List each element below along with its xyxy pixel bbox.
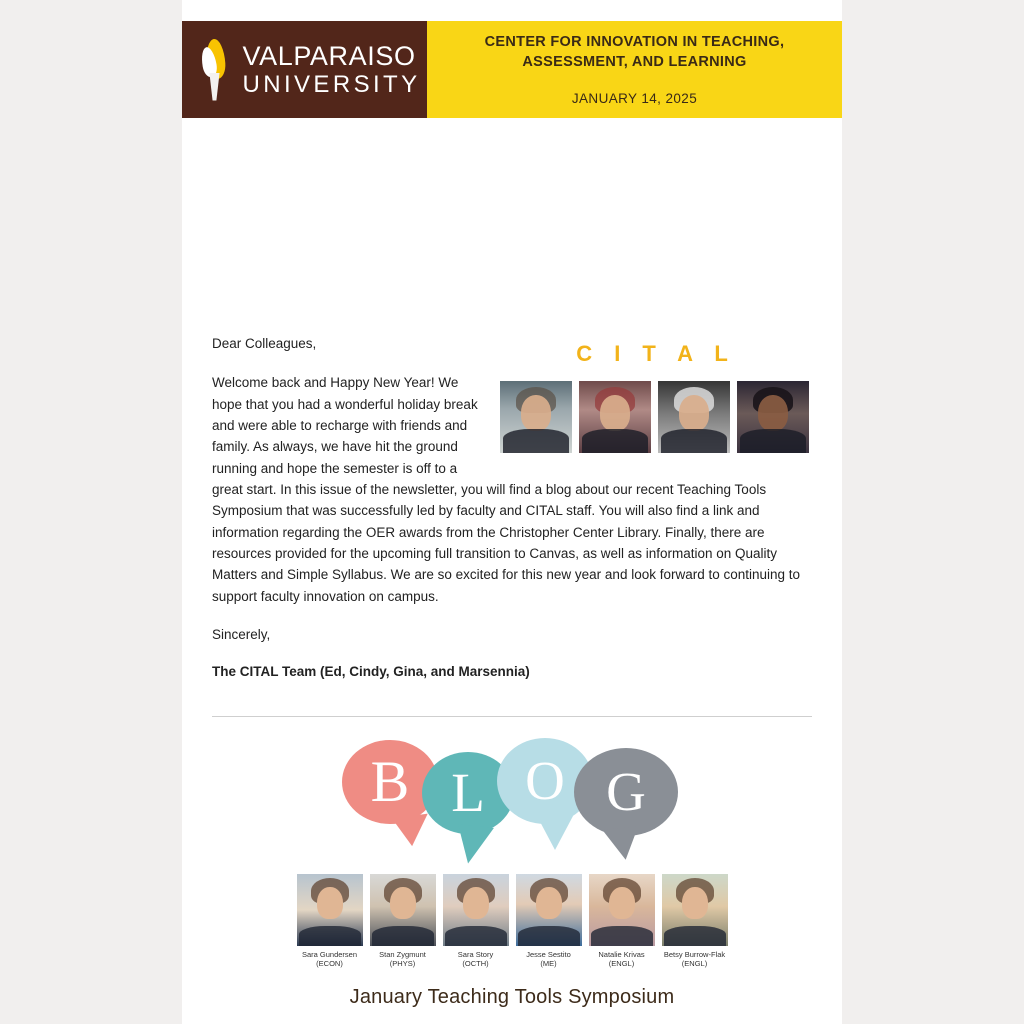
cital-figure	[500, 337, 812, 453]
cital-staff-photo-3	[658, 381, 730, 453]
presenter-photo-5	[589, 874, 655, 946]
presenter-dept-6: (ENGL)	[681, 958, 708, 968]
presenter-item	[370, 874, 436, 969]
banner-title: CENTER FOR INNOVATION IN TEACHING, ASSESSMENT, AND LEARNING	[484, 34, 785, 70]
presenter-photo-1	[297, 874, 363, 946]
section-divider	[212, 716, 812, 717]
presenter-name-4: Jesse Sestito	[526, 949, 571, 959]
blog-graphic	[342, 738, 682, 856]
presenter-photo-2	[370, 874, 436, 946]
presenter-item	[297, 874, 363, 969]
newsletter-header	[182, 21, 842, 118]
presenter-photo-4	[516, 874, 582, 946]
letter-signature: The CITAL Team (Ed, Cindy, Gina, and Marsennia)	[212, 664, 530, 680]
letter-section	[212, 333, 812, 683]
blog-letter-o: O	[525, 750, 565, 812]
presenter-name-5: Natalie Krivas	[598, 949, 645, 959]
symposium-title: January Teaching Tools Symposium	[349, 986, 675, 1009]
presenter-item	[443, 874, 509, 969]
presenter-name-3: Sara Story	[457, 949, 494, 959]
presenter-dept-5: (ENGL)	[608, 958, 635, 968]
presenter-name-2: Stan Zygmunt	[379, 949, 426, 959]
presenter-dept-4: (ME)	[540, 958, 557, 968]
header-spacer	[212, 118, 812, 333]
newsletter-body	[182, 0, 842, 1024]
logo-text-line1: VALPARAISO	[242, 40, 416, 71]
presenter-item	[662, 874, 728, 969]
presenter-photo-3	[443, 874, 509, 946]
cital-staff-photo-1	[500, 381, 572, 453]
presenter-name-1: Sara Gundersen	[301, 949, 358, 959]
presenter-name-6: Betsy Burrow-Flak	[663, 949, 726, 959]
cital-wordmark: C I T A L	[576, 341, 736, 366]
university-logo	[182, 21, 427, 118]
presenter-dept-3: (OCTH)	[462, 958, 489, 968]
blog-letter-l: L	[451, 762, 485, 824]
banner-date: JANUARY 14, 2025	[571, 90, 698, 106]
cital-staff-photos	[500, 381, 812, 453]
presenter-item	[516, 874, 582, 969]
logo-text-line2: UNIVERSITY	[242, 70, 421, 98]
cital-staff-photo-2	[579, 381, 651, 453]
letter-greeting: Dear Colleagues,	[212, 336, 317, 351]
letter-body: Welcome back and Happy New Year! We hope that you had a wonderful holiday break and were able to recharge with friends and family. As always, we have hit the ground running and hope the semester is off to a great start. In this issue of the newsletter, you will find a blog about our recent Teaching Tools Symposium that was successfully led by faculty and CITAL staff. You will also find a link and information regarding the OER awards from the Christopher Center Library. Finally, there are resources provided for the upcoming full transition to Canvas, as well as information on Quality Matters and Simple Syllabus. We are so excited for this new year and look forward to continuing to support faculty innovation on campus.	[212, 375, 801, 604]
letter-signoff: Sincerely,	[212, 626, 271, 642]
presenter-dept-1: (ECON)	[316, 958, 343, 968]
presenter-dept-2: (PHYS)	[389, 958, 416, 968]
blog-bubble-g	[574, 748, 678, 836]
torch-flame-icon	[194, 39, 234, 101]
presenter-item	[589, 874, 655, 969]
header-banner	[427, 21, 842, 118]
blog-letter-b: B	[370, 749, 410, 815]
cital-staff-photo-4	[737, 381, 809, 453]
blog-letter-g: G	[606, 761, 646, 823]
presenter-photo-6	[662, 874, 728, 946]
presenter-list	[212, 874, 812, 969]
